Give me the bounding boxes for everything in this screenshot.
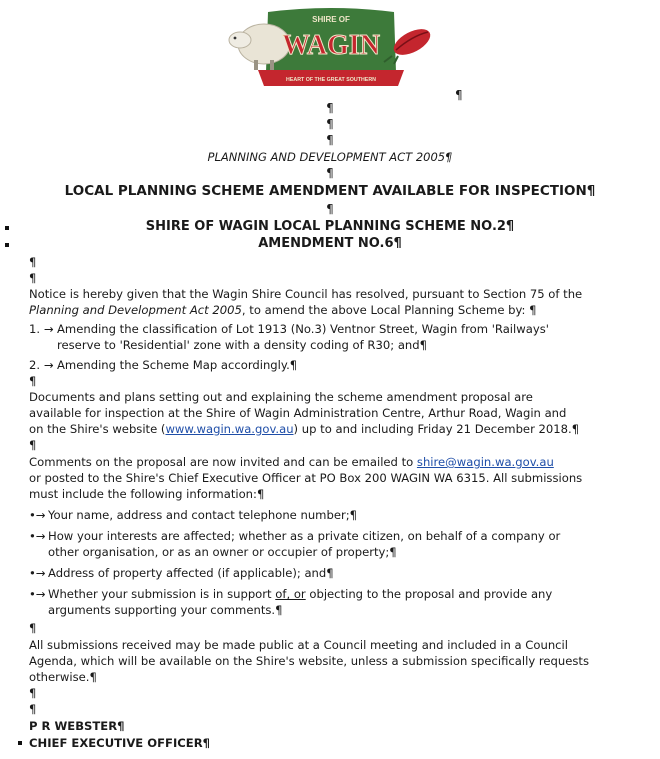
- empty-paragraph-mark: ¶: [455, 88, 463, 102]
- notice-line-rest: , to amend the above Local Planning Scheme by: ¶: [241, 303, 537, 317]
- empty-paragraph-mark: ¶: [326, 202, 334, 216]
- bullet-icon: •→: [29, 508, 46, 522]
- signatory-title: CHIEF EXECUTIVE OFFICER¶: [29, 736, 210, 750]
- empty-paragraph-mark: ¶: [29, 621, 37, 635]
- closing-line: Agenda, which will be available on the Shire's website, unless a submission specifically requests: [29, 654, 590, 668]
- empty-paragraph-mark: ¶: [326, 117, 334, 131]
- closing-line: otherwise.¶: [29, 670, 97, 684]
- empty-paragraph-mark: ¶: [29, 271, 37, 285]
- bullet-text-underlined: of, or: [275, 587, 306, 601]
- signatory-name: P R WEBSTER¶: [29, 719, 125, 733]
- empty-paragraph-mark: ¶: [29, 686, 37, 700]
- shire-of-wagin-logo: [222, 6, 440, 94]
- tab-arrow: →: [44, 358, 54, 372]
- act-title: PLANNING AND DEVELOPMENT ACT 2005¶: [207, 150, 453, 164]
- scheme-title: SHIRE OF WAGIN LOCAL PLANNING SCHEME NO.2¶: [145, 219, 515, 234]
- bullet-item-line: Address of property affected (if applicable); and¶: [48, 566, 334, 580]
- documents-line: Documents and plans setting out and explaining the scheme amendment proposal are: [29, 390, 533, 404]
- empty-paragraph-mark: ¶: [326, 166, 334, 180]
- bullet-icon: •→: [29, 529, 46, 543]
- bullet-item-line: other organisation, or as an owner or occupier of property;¶: [48, 545, 397, 559]
- empty-paragraph-mark: ¶: [29, 255, 37, 269]
- documents-text: on the Shire's website (: [29, 422, 166, 436]
- logo-tagline: HEART OF THE GREAT SOUTHERN: [286, 77, 376, 83]
- documents-text: ) up to and including Friday 21 December 2018.¶: [293, 422, 580, 436]
- empty-paragraph-mark: ¶: [29, 374, 37, 388]
- notice-heading: LOCAL PLANNING SCHEME AMENDMENT AVAILABLE FOR INSPECTION¶: [64, 183, 596, 199]
- bullet-icon: •→: [29, 566, 46, 580]
- list-number: 1.: [29, 322, 41, 336]
- comments-line: [29, 454, 554, 470]
- list-number: 2.: [29, 358, 41, 372]
- comments-text: Comments on the proposal are now invited and can be emailed to: [29, 455, 417, 469]
- amendment-title: AMENDMENT NO.6¶: [258, 236, 402, 251]
- empty-paragraph-mark: ¶: [326, 133, 334, 147]
- website-link[interactable]: www.wagin.wa.gov.au: [165, 422, 294, 436]
- bullet-icon: •→: [29, 587, 46, 601]
- documents-line: [29, 421, 579, 437]
- bullet-text: objecting to the proposal and provide any: [305, 587, 553, 601]
- logo-name: WAGIN: [281, 30, 381, 61]
- tab-arrow: →: [44, 322, 54, 336]
- logo-top-text: SHIRE OF: [312, 15, 350, 24]
- closing-line: All submissions received may be made public at a Council meeting and included in a Council: [29, 638, 568, 652]
- paragraph-marker: [18, 741, 22, 745]
- empty-paragraph-mark: ¶: [326, 101, 334, 115]
- comments-line: must include the following information:¶: [29, 487, 265, 501]
- documents-line: available for inspection at the Shire of Wagin Administration Centre, Arthur Road, Wagin and: [29, 406, 567, 420]
- empty-paragraph-mark: ¶: [29, 702, 37, 716]
- comments-line: or posted to the Shire's Chief Executive Officer at PO Box 200 WAGIN WA 6315. All submissions: [29, 471, 583, 485]
- bullet-item-line: Your name, address and contact telephone number;¶: [48, 508, 358, 522]
- bullet-text: Whether your submission is in support: [48, 587, 276, 601]
- notice-line: Notice is hereby given that the Wagin Shire Council has resolved, pursuant to Section 75 of the: [29, 287, 583, 301]
- notice-line: [29, 302, 537, 318]
- bullet-item-line: arguments supporting your comments.¶: [48, 603, 283, 617]
- list-item-line: Amending the classification of Lot 1913 (No.3) Ventnor Street, Wagin from 'Railways': [57, 322, 549, 336]
- bullet-item-line: [48, 586, 552, 602]
- list-item-line: Amending the Scheme Map accordingly.¶: [57, 358, 298, 372]
- email-link[interactable]: shire@wagin.wa.gov.au: [416, 455, 554, 469]
- list-item-line: reserve to 'Residential' zone with a density coding of R30; and¶: [57, 338, 428, 352]
- act-reference: Planning and Development Act 2005: [29, 303, 242, 317]
- empty-paragraph-mark: ¶: [29, 438, 37, 452]
- bullet-item-line: How your interests are affected; whether as a private citizen, on behalf of a company or: [48, 529, 561, 543]
